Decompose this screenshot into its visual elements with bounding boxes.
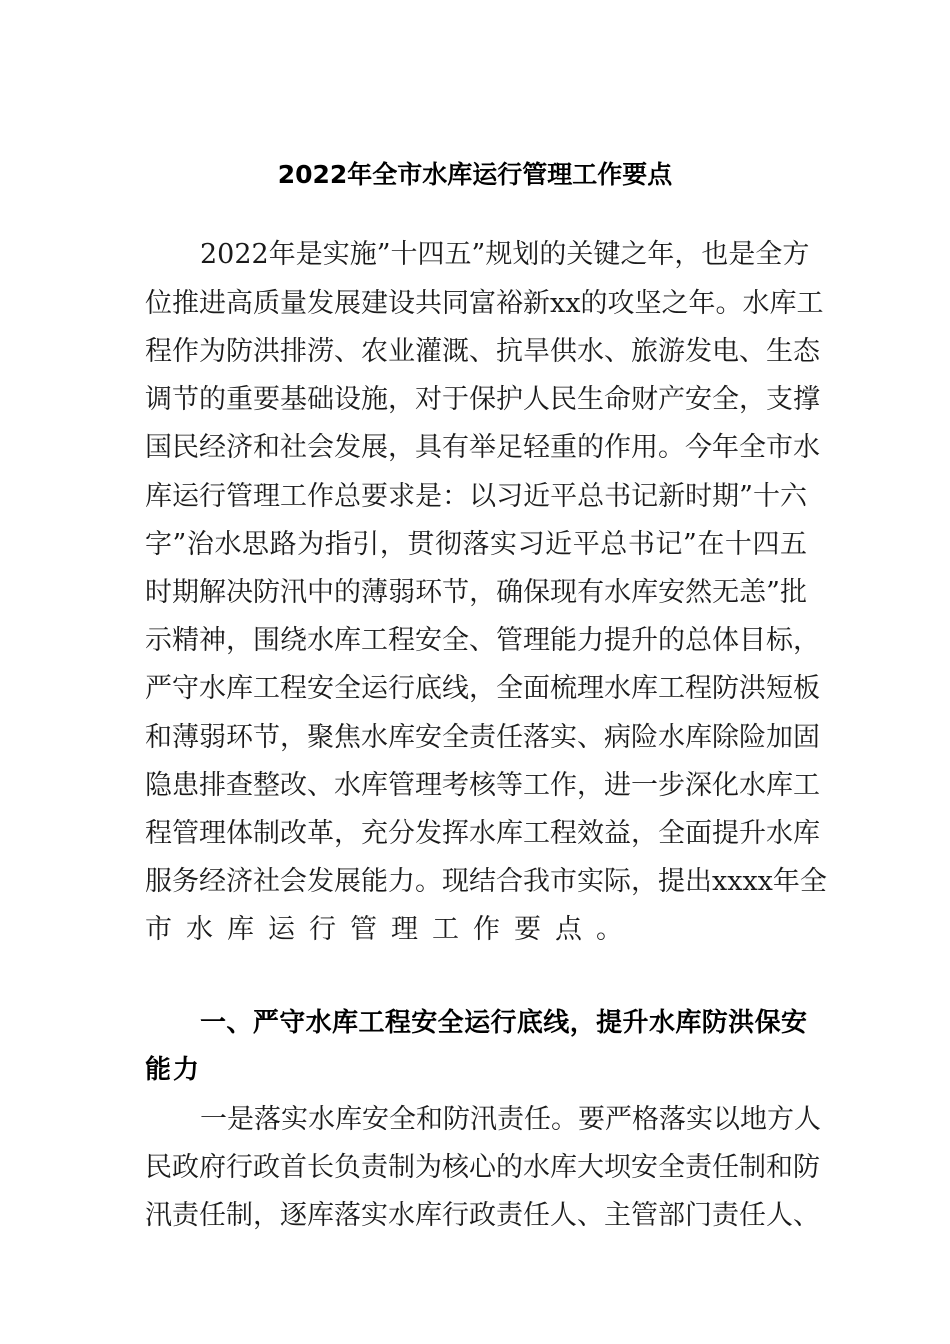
document-title: 2022年全市水库运行管理工作要点 bbox=[277, 160, 673, 189]
paragraph-line: 国民经济和社会发展，具有举足轻重的作用。今年全市水 bbox=[145, 432, 820, 463]
paragraph-line: 示精神，围绕水库工程安全、管理能力提升的总体目标， bbox=[145, 625, 820, 656]
paragraph-line: 一是落实水库安全和防汛责任。要严格落实以地方人 bbox=[200, 1104, 821, 1135]
paragraph-line: 字”治水思路为指引，贯彻落实习近平总书记”在十四五 bbox=[145, 529, 807, 560]
paragraph-line: 服务经济社会发展能力。现结合我市实际，提出xxxx年全 bbox=[145, 866, 827, 897]
paragraph-line: 程管理体制改革，充分发挥水库工程效益，全面提升水库 bbox=[145, 818, 820, 849]
paragraph-line: 程作为防洪排涝、农业灌溉、抗旱供水、旅游发电、生态 bbox=[145, 336, 820, 367]
paragraph-line: 和薄弱环节，聚焦水库安全责任落实、病险水库除险加固 bbox=[145, 722, 820, 753]
paragraph-line: 位推进高质量发展建设共同富裕新xx的攻坚之年。水库工 bbox=[145, 288, 824, 319]
paragraph-line: 调节的重要基础设施，对于保护人民生命财产安全，支撑 bbox=[145, 384, 820, 415]
paragraph-line: 市水库运行管理工作要点。 bbox=[145, 914, 637, 945]
section-heading: 能力 bbox=[145, 1055, 202, 1085]
paragraph-line: 2022年是实施”十四五”规划的关键之年，也是全方 bbox=[200, 239, 810, 270]
paragraph-line: 严守水库工程安全运行底线，全面梳理水库工程防洪短板 bbox=[145, 673, 820, 704]
section-heading: 一、严守水库工程安全运行底线，提升水库防洪保安 bbox=[200, 1008, 807, 1038]
paragraph-line: 隐患排查整改、水库管理考核等工作，进一步深化水库工 bbox=[145, 770, 820, 801]
paragraph-line: 库运行管理工作总要求是：以习近平总书记新时期”十六 bbox=[145, 481, 807, 512]
paragraph-line: 汛责任制，逐库落实水库行政责任人、主管部门责任人、 bbox=[145, 1200, 820, 1231]
paragraph-line: 时期解决防汛中的薄弱环节，确保现有水库安然无恙”批 bbox=[145, 577, 807, 608]
paragraph-line: 民政府行政首长负责制为核心的水库大坝安全责任制和防 bbox=[145, 1152, 820, 1183]
